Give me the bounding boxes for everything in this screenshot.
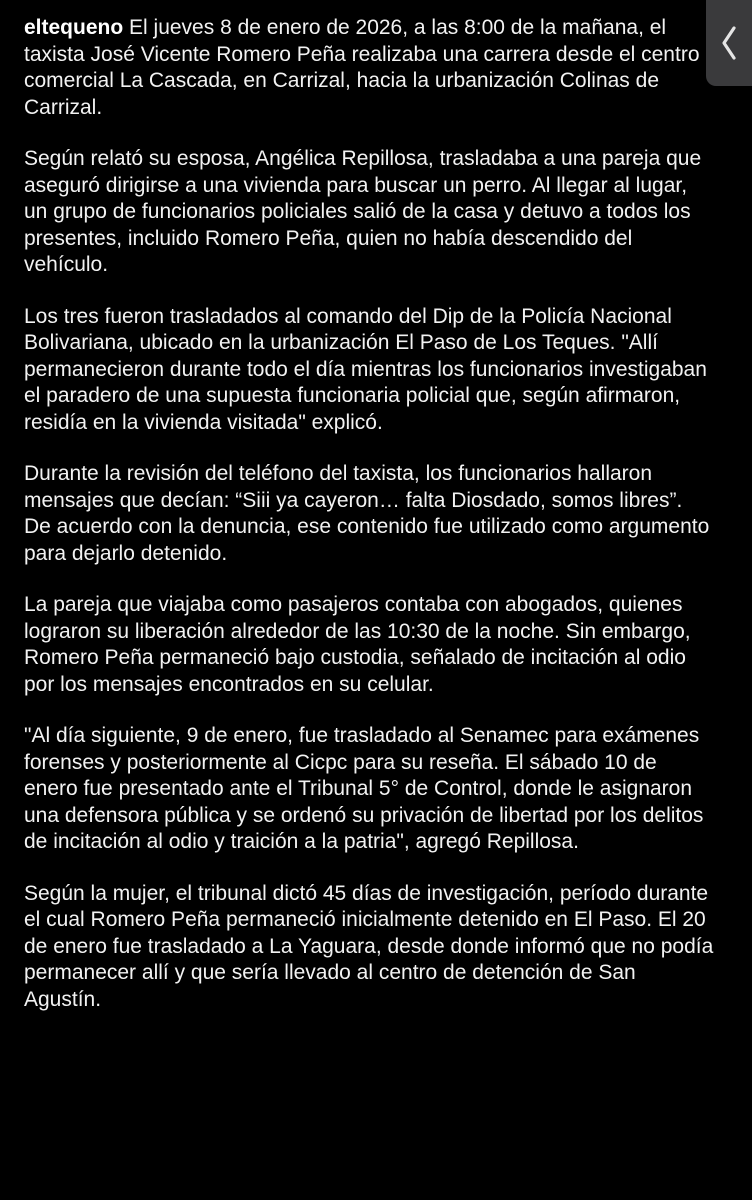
caption-paragraph: La pareja que viajaba como pasajeros contaba con abogados, quienes lograron su liberación alrededor de las 10:30 de la noche. Sin embargo, Romero Peña permaneció bajo custodia, señalado de incitación al odio por los mensajes encontrados en su celular. [24,593,691,696]
caption-paragraph-text: El jueves 8 de enero de 2026, a las 8:00 de la mañana, el taxista José Vicente Romero Peña realizaba una carrera desde el centro comercial La Cascada, en Carrizal, hacia la urbanización Colinas de Carrizal. [24,16,700,119]
caption-paragraph [24,15,714,121]
caption-paragraph: Según la mujer, el tribunal dictó 45 días de investigación, período durante el cual Romero Peña permaneció inicialmente detenido en El Paso. El 20 de enero fue trasladado a La Yaguara, desde donde informó que no podía permanecer allí y que sería llevado al centro de detención de San Agustín. [24,881,714,1011]
caption-paragraph: Según relató su esposa, Angélica Repillosa, trasladaba a una pareja que aseguró dirigirse a una vivienda para buscar un perro. Al llegar al lugar, un grupo de funcionarios policiales salió de la casa y detuvo a todos los presentes, incluido Romero Peña, quien no había descendido del vehículo. [24,147,702,276]
caption-paragraph: Durante la revisión del teléfono del taxista, los funcionarios hallaron mensajes que decían: “Siii ya cayeron… falta Diosdado, somos libres”. De acuerdo con la denuncia, ese contenido fue utilizado como argumento para dejarlo detenido. [24,462,710,565]
chevron-left-icon [720,25,738,61]
post-caption [24,0,714,1038]
collapse-button[interactable] [706,0,752,86]
caption-paragraph: Los tres fueron trasladados al comando del Dip de la Policía Nacional Bolivariana, ubicado en la urbanización El Paso de Los Teques. "Allí permanecieron durante todo el día mientras los funcionarios investigaban el paradero de una supuesta funcionaria policial que, según afirmaron, residía en la vivienda visitada" explicó. [24,304,707,434]
username[interactable]: eltequeno [24,16,124,39]
caption-paragraph: "Al día siguiente, 9 de enero, fue trasladado al Senamec para exámenes forenses y posteriormente al Cicpc para su reseña. El sábado 10 de enero fue presentado ante el Tribunal 5° de Control, donde le asignaron una defensora pública y se ordenó su privación de libertad por los delitos de incitación al odio y traición a la patria", agregó Repillosa. [24,724,704,853]
